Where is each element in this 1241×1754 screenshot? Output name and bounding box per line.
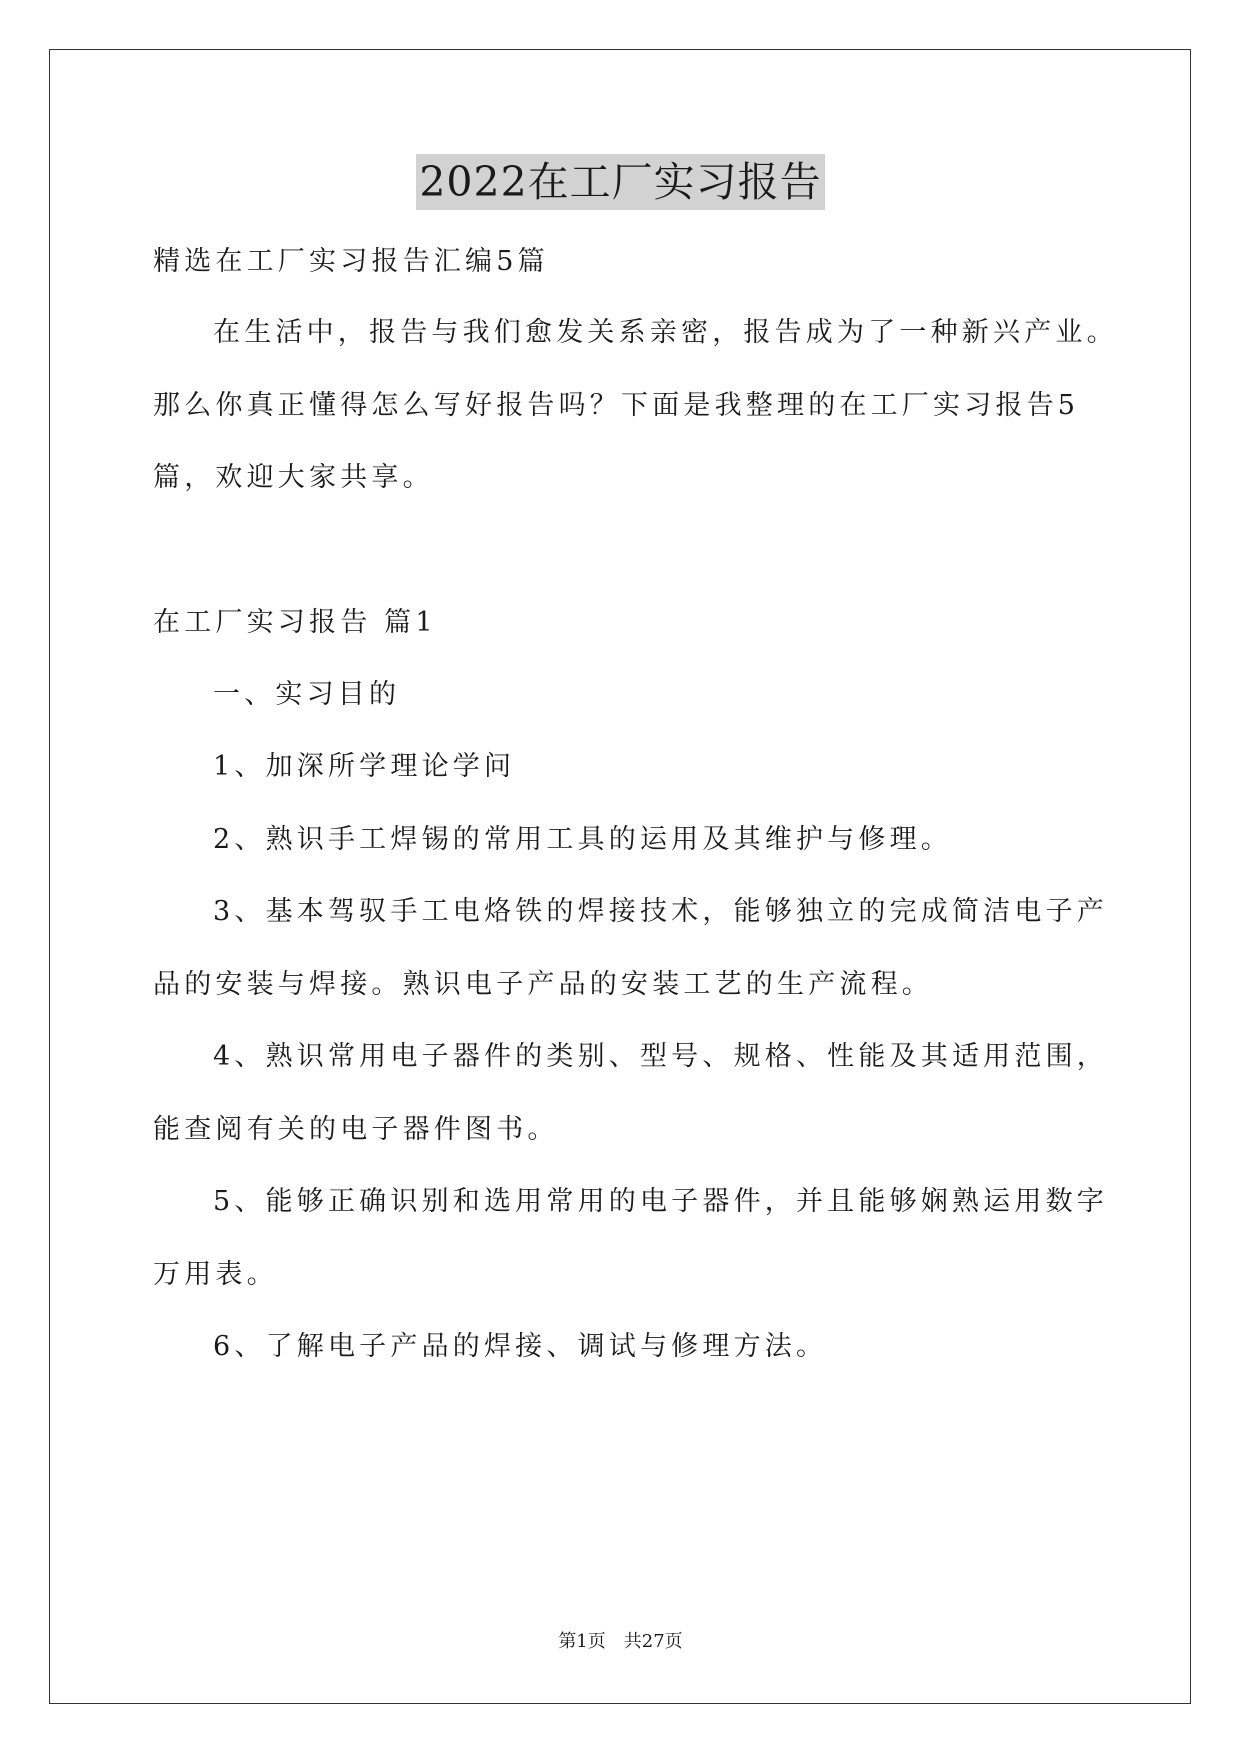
list-item: 2、熟识手工焊锡的常用工具的运用及其维护与修理。 (213, 824, 952, 855)
paragraph-line: 篇，欢迎大家共享。 (153, 462, 434, 493)
list-item: 1、加深所学理论学问 (213, 751, 516, 782)
paragraph-line: 在生活中，报告与我们愈发关系亲密，报告成为了一种新兴产业。 (213, 317, 1118, 348)
page-footer (0, 1630, 1241, 1654)
document-title-text: 2022在工厂实习报告 (416, 154, 824, 210)
subtitle-line: 精选在工厂实习报告汇编5篇 (153, 246, 549, 277)
page-total: 共27页 (623, 1631, 683, 1652)
list-item: 4、熟识常用电子器件的类别、型号、规格、性能及其适用范围， (213, 1041, 1108, 1072)
paragraph-line: 那么你真正懂得怎么写好报告吗？下面是我整理的在工厂实习报告5 (153, 390, 1080, 421)
list-item-continuation: 万用表。 (153, 1259, 278, 1290)
list-item: 5、能够正确识别和选用常用的电子器件，并且能够娴熟运用数字 (213, 1186, 1108, 1217)
list-item-continuation: 品的安装与焊接。熟识电子产品的安装工艺的生产流程。 (153, 969, 933, 1000)
list-item: 6、了解电子产品的焊接、调试与修理方法。 (213, 1331, 828, 1362)
document-title (0, 154, 1241, 210)
subsection-heading: 一、实习目的 (213, 679, 401, 710)
list-item-continuation: 能查阅有关的电子器件图书。 (153, 1114, 559, 1145)
section-heading: 在工厂实习报告 篇1 (153, 607, 437, 638)
page-number: 第1页 (558, 1631, 606, 1652)
list-item: 3、基本驾驭手工电烙铁的焊接技术，能够独立的完成简洁电子产 (213, 896, 1108, 927)
page-border (49, 49, 1191, 1704)
